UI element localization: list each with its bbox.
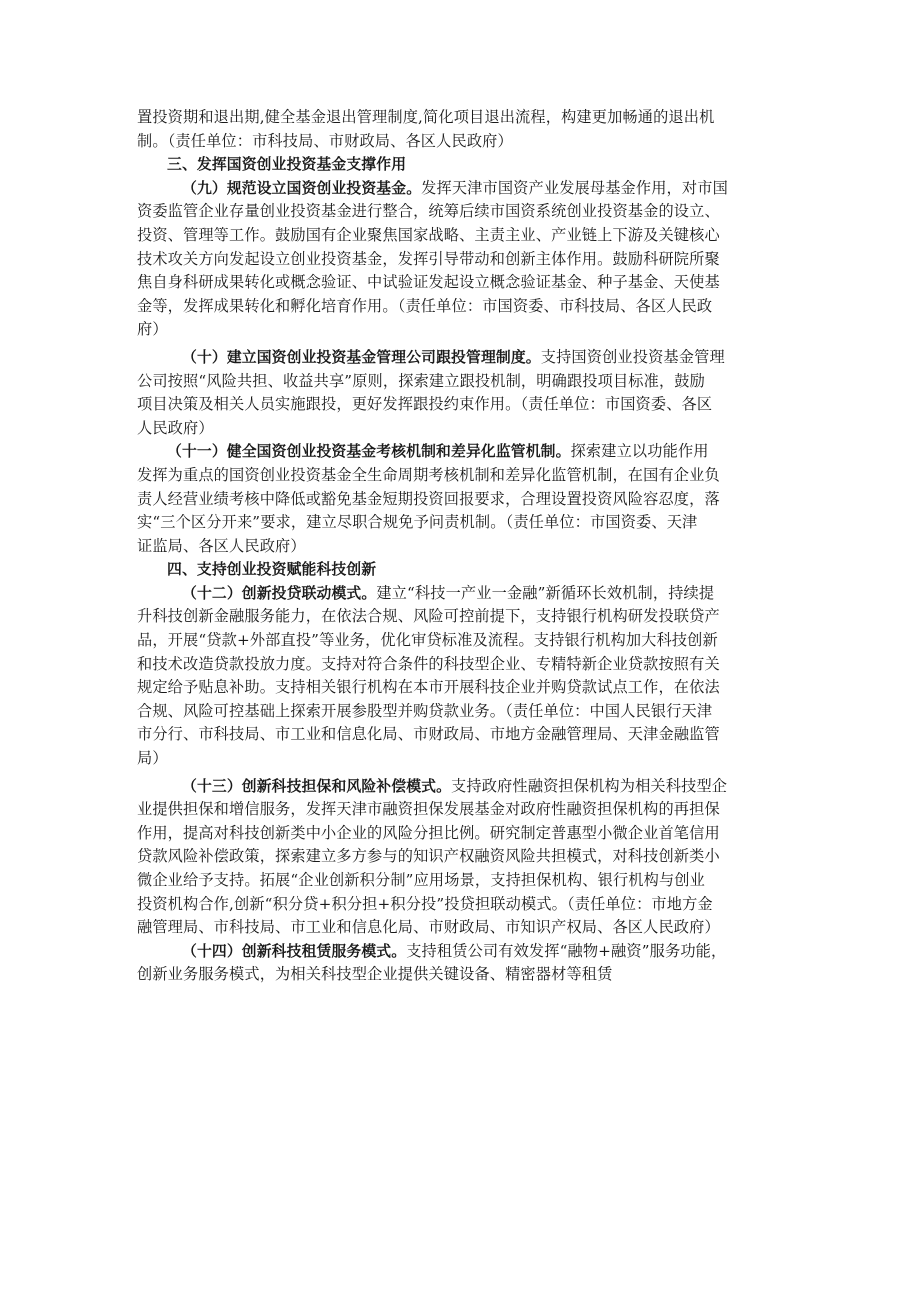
- clause-title: （十）建立国资创业投资基金管理公司跟投管理制度。: [182, 348, 541, 366]
- clause-text: 支持国资创业投资基金管理: [540, 347, 725, 366]
- text-line: 规定给予贴息补助。支持相关银行机构在本市开展科技企业并购贷款试点工作，在依法: [137, 678, 720, 697]
- text-line: 证监局、各区人民政府）: [137, 536, 306, 555]
- paragraph-first-line: [137, 582, 793, 606]
- text-line: 业提供担保和增信服务，发挥天津市融资担保发展基金对政府性融资担保机构的再担保: [137, 800, 720, 819]
- clause-title: （十一）健全国资创业投资基金考核机制和差异化监管机制。: [167, 443, 571, 461]
- clause-text: 建立“科技一产业一金融”新循环长效机制，持续提: [376, 583, 715, 602]
- text-line: 融管理局、市科技局、市工业和信息化局、市财政局、市知识产权局、各区人民政府）: [137, 918, 720, 937]
- paragraph-first-line: [137, 940, 793, 964]
- clause-text: 支持租赁公司有效发挥“融物+融资”服务功能，: [406, 941, 727, 960]
- text-line: 作用，提高对科技创新类中小企业的风险分担比例。研究制定普惠型小微企业首笔信用: [137, 823, 720, 842]
- section-heading: 四、支持创业投资赋能科技创新: [167, 561, 377, 579]
- clause-title: （九）规范设立国资创业投资基金。: [182, 179, 422, 197]
- clause-text: 支持政府性融资担保机构为相关科技型企: [451, 776, 728, 795]
- text-line: 实“三个区分开来”要求，建立尽职合规免予问责机制。（责任单位：市国资委、天津: [137, 513, 698, 532]
- text-line: 和技术改造贷款投放力度。支持对符合条件的科技型企业、专精特新企业贷款按照有关: [137, 654, 720, 673]
- text-line: 项目决策及相关人员实施跟投，更好发挥跟投约束作用。（责任单位：市国资委、各区: [137, 395, 713, 414]
- text-line: 创新业务服务模式，为相关科技型企业提供关键设备、精密器材等租赁: [137, 965, 613, 984]
- section-heading: 三、发挥国资创业投资基金支撑作用: [167, 156, 407, 174]
- text-line: 投资、管理等工作。鼓励国有企业聚焦国家战略、主责主业、产业链上下游及关键核心: [137, 225, 720, 244]
- text-line: 金等，发挥成果转化和孵化培育作用。（责任单位：市国资委、市科技局、各区人民政: [137, 296, 713, 315]
- text-line: 人民政府）: [137, 418, 214, 437]
- clause-title: （十四）创新科技租赁服务模式。: [182, 942, 407, 960]
- clause-text: 探索建立以功能作用: [570, 442, 709, 461]
- paragraph-first-line: [137, 346, 793, 370]
- text-line: 技术攻关方向发起设立创业投资基金，发挥引导带动和创新主体作用。鼓励科研院所聚: [137, 249, 720, 268]
- text-line: 公司按照“风险共担、收益共享”原则，探索建立跟投机制，明确跟投项目标准，鼓励: [137, 371, 705, 390]
- text-line: 合规、风险可控基础上探索开展参股型并购贷款业务。（责任单位：中国人民银行天津: [137, 701, 713, 720]
- paragraph-first-line: [137, 440, 793, 464]
- text-line: 责人经营业绩考核中降低或豁免基金短期投资回报要求，合理设置投资风险容忍度，落: [137, 489, 720, 508]
- clause-title: （十二）创新投贷联动模式。: [182, 584, 377, 602]
- text-line: 贷款风险补偿政策，探索建立多方参与的知识产权融资风险共担模式，对科技创新类小: [137, 847, 720, 866]
- clause-title: （十三）创新科技担保和风险补偿模式。: [182, 777, 452, 795]
- text-line: 升科技创新金融服务能力，在依法合规、风险可控前提下，支持银行机构研发投联贷产: [137, 607, 720, 626]
- text-line: 资委监管企业存量创业投资基金进行整合，统筹后续市国资系统创业投资基金的设立、: [137, 202, 720, 221]
- clause-text: 发挥天津市国资产业发展母基金作用，对市国: [421, 178, 728, 197]
- text-line: 府）: [137, 320, 168, 339]
- text-line: 制。（责任单位：市科技局、市财政局、各区人民政府）: [137, 131, 513, 150]
- paragraph-first-line: [137, 775, 793, 799]
- text-line: 置投资期和退出期,健全基金退出管理制度,简化项目退出流程，构建更加畅通的退出机: [137, 108, 715, 126]
- text-line: 微企业给予支持。拓展“企业创新积分制”应用场景，支持担保机构、银行机构与创业: [137, 871, 705, 889]
- paragraph-first-line: [137, 177, 793, 201]
- text-line: 发挥为重点的国资创业投资基金全生命周期考核机制和差异化监管机制，在国有企业负: [137, 465, 720, 484]
- document-page: [137, 106, 793, 987]
- text-line: 局）: [137, 749, 168, 768]
- text-line: 投资机构合作,创新“积分贷+积分担+积分投”投贷担联动模式。（责任单位：市地方金: [137, 894, 713, 913]
- text-line: 焦自身科研成果转化或概念验证、中试验证发起设立概念验证基金、种子基金、天使基: [137, 273, 720, 292]
- text-line: 品，开展“贷款+外部直投”等业务，优化审贷标准及流程。支持银行机构加大科技创新: [137, 631, 718, 650]
- text-line: 市分行、市科技局、市工业和信息化局、市财政局、市地方金融管理局、天津金融监管: [137, 725, 720, 744]
